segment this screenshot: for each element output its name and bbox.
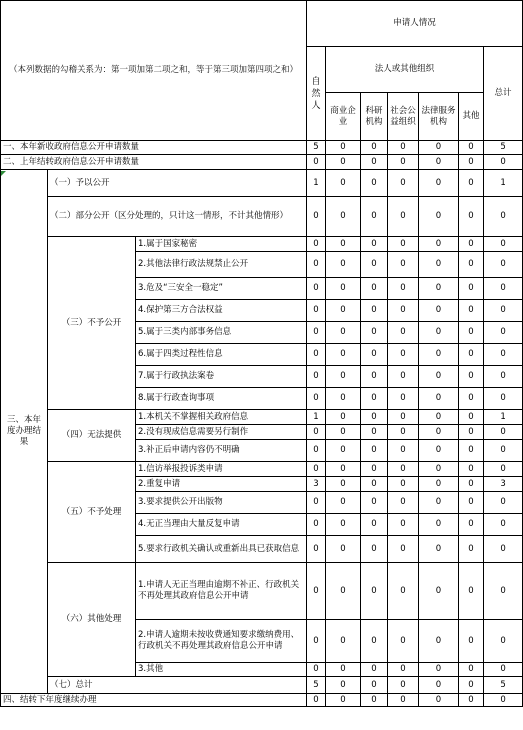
value-cell: 0 — [388, 620, 419, 663]
value-cell: 0 — [419, 344, 459, 366]
header-legal-entity: 法人或其他组织 — [326, 47, 484, 93]
value-cell: 0 — [326, 677, 361, 694]
value-cell: 0 — [388, 300, 419, 322]
value-cell: 0 — [388, 477, 419, 492]
row-label: 1.属于国家秘密 — [136, 237, 307, 252]
value-cell: 0 — [388, 462, 419, 477]
value-cell: 0 — [459, 536, 484, 563]
value-cell: 0 — [307, 620, 326, 663]
value-cell: 0 — [484, 425, 523, 440]
value-cell: 0 — [459, 425, 484, 440]
value-cell: 0 — [484, 155, 523, 170]
value-cell: 0 — [326, 536, 361, 563]
value-cell: 0 — [388, 155, 419, 170]
value-cell: 0 — [326, 694, 361, 707]
value-cell: 0 — [307, 344, 326, 366]
row-label: 8.属于行政查询事项 — [136, 388, 307, 410]
value-cell: 0 — [459, 300, 484, 322]
header-research: 科研机构 — [361, 93, 388, 141]
value-cell: 5 — [484, 141, 523, 155]
value-cell: 0 — [388, 322, 419, 344]
value-cell: 0 — [484, 620, 523, 663]
value-cell: 0 — [459, 197, 484, 237]
value-cell: 0 — [326, 300, 361, 322]
value-cell: 0 — [484, 388, 523, 410]
value-cell: 0 — [459, 388, 484, 410]
group-not-disclosed: （三）不予公开 — [48, 237, 136, 410]
value-cell: 0 — [361, 388, 388, 410]
value-cell: 0 — [326, 155, 361, 170]
value-cell: 0 — [484, 278, 523, 300]
value-cell: 0 — [326, 366, 361, 388]
value-cell: 0 — [419, 252, 459, 278]
row-label: 1.信访举报投诉类申请 — [136, 462, 307, 477]
group-unable: （四）无法提供 — [48, 410, 136, 462]
value-cell: 0 — [459, 170, 484, 197]
value-cell: 0 — [419, 477, 459, 492]
value-cell: 0 — [307, 425, 326, 440]
value-cell: 0 — [459, 514, 484, 536]
value-cell: 0 — [361, 462, 388, 477]
value-cell: 0 — [484, 440, 523, 462]
value-cell: 0 — [361, 237, 388, 252]
value-cell: 0 — [459, 141, 484, 155]
value-cell: 0 — [388, 170, 419, 197]
value-cell: 0 — [419, 563, 459, 620]
group-other-handling: （六）其他处理 — [48, 563, 136, 677]
value-cell: 0 — [361, 440, 388, 462]
table-row — [1, 462, 523, 477]
value-cell: 0 — [484, 197, 523, 237]
row-label: （二）部分公开（区分处理的，只计这一情形，不计其他情形） — [48, 197, 307, 237]
value-cell: 0 — [459, 322, 484, 344]
value-cell: 0 — [484, 300, 523, 322]
value-cell: 0 — [388, 366, 419, 388]
value-cell: 0 — [388, 410, 419, 425]
value-cell: 1 — [484, 170, 523, 197]
value-cell: 0 — [388, 141, 419, 155]
table-row — [1, 677, 523, 694]
table-row — [1, 197, 523, 237]
value-cell: 0 — [484, 344, 523, 366]
value-cell: 0 — [326, 563, 361, 620]
value-cell: 0 — [419, 536, 459, 563]
value-cell: 0 — [361, 694, 388, 707]
row-label: （一）予以公开 — [48, 170, 307, 197]
cell-error-marker — [1, 171, 6, 176]
row-label: 1.本机关不掌握相关政府信息 — [136, 410, 307, 425]
row-label: 4.保护第三方合法权益 — [136, 300, 307, 322]
value-cell: 0 — [419, 425, 459, 440]
value-cell: 3 — [484, 477, 523, 492]
value-cell: 0 — [326, 252, 361, 278]
header-legal-service: 法律服务机构 — [419, 93, 459, 141]
value-cell: 0 — [484, 322, 523, 344]
value-cell: 0 — [361, 663, 388, 677]
value-cell: 0 — [459, 663, 484, 677]
value-cell: 0 — [419, 694, 459, 707]
value-cell: 0 — [361, 514, 388, 536]
value-cell: 0 — [361, 677, 388, 694]
value-cell: 0 — [388, 694, 419, 707]
value-cell: 0 — [326, 425, 361, 440]
value-cell: 0 — [459, 237, 484, 252]
value-cell: 0 — [419, 514, 459, 536]
header-other: 其他 — [459, 93, 484, 141]
value-cell: 0 — [361, 344, 388, 366]
value-cell: 0 — [361, 197, 388, 237]
value-cell: 0 — [459, 477, 484, 492]
header-natural-person: 自然人 — [307, 47, 326, 141]
value-cell: 0 — [459, 366, 484, 388]
value-cell: 0 — [307, 237, 326, 252]
row-label: 7.属于行政执法案卷 — [136, 366, 307, 388]
value-cell: 0 — [388, 252, 419, 278]
row-label: 2.没有现成信息需要另行制作 — [136, 425, 307, 440]
value-cell: 0 — [326, 344, 361, 366]
value-cell: 0 — [419, 155, 459, 170]
value-cell: 0 — [326, 514, 361, 536]
value-cell: 0 — [419, 388, 459, 410]
value-cell: 0 — [326, 492, 361, 514]
row-label: 2.其他法律行政法规禁止公开 — [136, 252, 307, 278]
value-cell: 0 — [459, 278, 484, 300]
value-cell: 0 — [326, 237, 361, 252]
value-cell: 0 — [326, 141, 361, 155]
value-cell: 0 — [388, 425, 419, 440]
value-cell: 0 — [388, 278, 419, 300]
value-cell: 1 — [307, 410, 326, 425]
value-cell: 0 — [484, 694, 523, 707]
value-cell: 0 — [326, 388, 361, 410]
value-cell: 0 — [307, 197, 326, 237]
table-row — [1, 237, 523, 252]
value-cell: 0 — [307, 536, 326, 563]
value-cell: 0 — [326, 440, 361, 462]
value-cell: 0 — [307, 300, 326, 322]
value-cell: 0 — [361, 620, 388, 663]
value-cell: 0 — [388, 344, 419, 366]
value-cell: 0 — [388, 663, 419, 677]
value-cell: 0 — [361, 322, 388, 344]
value-cell: 0 — [419, 170, 459, 197]
row-label: 4.无正当理由大量反复申请 — [136, 514, 307, 536]
value-cell: 0 — [484, 492, 523, 514]
value-cell: 5 — [307, 141, 326, 155]
section3-label: 三、本年度办理结果 — [1, 170, 48, 694]
value-cell: 0 — [484, 536, 523, 563]
value-cell: 5 — [307, 677, 326, 694]
row-label: 2.申请人逾期未按收费通知要求缴纳费用、行政机关不再处理其政府信息公开申请 — [136, 620, 307, 663]
value-cell: 0 — [419, 410, 459, 425]
value-cell: 0 — [388, 536, 419, 563]
header-applicant-situation: 申请人情况 — [307, 1, 523, 47]
value-cell: 0 — [419, 366, 459, 388]
table-row — [1, 155, 523, 170]
value-cell: 0 — [388, 197, 419, 237]
value-cell: 1 — [484, 410, 523, 425]
value-cell: 0 — [388, 492, 419, 514]
value-cell: 0 — [361, 252, 388, 278]
row-label: 3.补正后申请内容仍不明确 — [136, 440, 307, 462]
value-cell: 0 — [459, 252, 484, 278]
value-cell: 0 — [307, 563, 326, 620]
value-cell: 0 — [307, 252, 326, 278]
header-social: 社会公益组织 — [388, 93, 419, 141]
value-cell: 5 — [484, 677, 523, 694]
value-cell: 0 — [307, 155, 326, 170]
row-label: 2.重复申请 — [136, 477, 307, 492]
value-cell: 0 — [361, 170, 388, 197]
value-cell: 0 — [459, 492, 484, 514]
value-cell: 0 — [361, 366, 388, 388]
value-cell: 0 — [326, 477, 361, 492]
value-cell: 0 — [484, 462, 523, 477]
table-row — [1, 563, 523, 620]
row-label: 1.申请人无正当理由逾期不补正、行政机关不再处理其政府信息公开申请 — [136, 563, 307, 620]
value-cell: 3 — [307, 477, 326, 492]
value-cell: 0 — [361, 477, 388, 492]
value-cell: 0 — [459, 155, 484, 170]
row-label: 四、结转下年度继续办理 — [1, 694, 307, 707]
value-cell: 0 — [419, 462, 459, 477]
value-cell: 0 — [419, 440, 459, 462]
value-cell: 0 — [419, 677, 459, 694]
value-cell: 0 — [326, 278, 361, 300]
value-cell: 0 — [459, 677, 484, 694]
value-cell: 0 — [361, 141, 388, 155]
value-cell: 0 — [361, 300, 388, 322]
value-cell: 0 — [419, 300, 459, 322]
value-cell: 0 — [459, 563, 484, 620]
value-cell: 0 — [307, 440, 326, 462]
value-cell: 0 — [326, 197, 361, 237]
value-cell: 0 — [388, 237, 419, 252]
value-cell: 0 — [326, 620, 361, 663]
value-cell: 0 — [388, 388, 419, 410]
row-label: 6.属于四类过程性信息 — [136, 344, 307, 366]
value-cell: 0 — [307, 322, 326, 344]
value-cell: 0 — [484, 366, 523, 388]
row-label: 5.属于三类内部事务信息 — [136, 322, 307, 344]
row-label: 3.其他 — [136, 663, 307, 677]
value-cell: 0 — [307, 663, 326, 677]
row-label: 3.危及“三安全一稳定” — [136, 278, 307, 300]
value-cell: 0 — [361, 278, 388, 300]
table-row — [1, 694, 523, 707]
value-cell: 0 — [361, 563, 388, 620]
row-label: 3.要求提供公开出版物 — [136, 492, 307, 514]
value-cell: 0 — [307, 462, 326, 477]
row-label: 二、上年结转政府信息公开申请数量 — [1, 155, 307, 170]
row-label: 一、本年新收政府信息公开申请数量 — [1, 141, 307, 155]
row-label: 5.要求行政机关确认或重新出具已获取信息 — [136, 536, 307, 563]
value-cell: 0 — [388, 563, 419, 620]
value-cell: 0 — [459, 462, 484, 477]
value-cell: 0 — [361, 155, 388, 170]
value-cell: 0 — [484, 252, 523, 278]
group-not-processed: （五）不予处理 — [48, 462, 136, 563]
value-cell: 0 — [419, 322, 459, 344]
value-cell: 0 — [361, 410, 388, 425]
value-cell: 0 — [326, 663, 361, 677]
value-cell: 0 — [484, 663, 523, 677]
value-cell: 0 — [307, 514, 326, 536]
value-cell: 0 — [326, 410, 361, 425]
value-cell: 1 — [307, 170, 326, 197]
value-cell: 0 — [326, 170, 361, 197]
value-cell: 0 — [326, 462, 361, 477]
header-note: （本列数据的勾稽关系为：第一项加第二项之和，等于第三项加第四项之和） — [1, 1, 307, 141]
value-cell: 0 — [307, 388, 326, 410]
value-cell: 0 — [361, 492, 388, 514]
value-cell: 0 — [388, 514, 419, 536]
value-cell: 0 — [388, 440, 419, 462]
value-cell: 0 — [307, 278, 326, 300]
value-cell: 0 — [459, 620, 484, 663]
value-cell: 0 — [419, 492, 459, 514]
value-cell: 0 — [361, 425, 388, 440]
value-cell: 0 — [361, 536, 388, 563]
header-commercial: 商业企业 — [326, 93, 361, 141]
table-row — [1, 141, 523, 155]
table-row — [1, 410, 523, 425]
value-cell: 0 — [307, 694, 326, 707]
value-cell: 0 — [419, 141, 459, 155]
value-cell: 0 — [419, 278, 459, 300]
value-cell: 0 — [459, 344, 484, 366]
value-cell: 0 — [484, 514, 523, 536]
value-cell: 0 — [307, 492, 326, 514]
value-cell: 0 — [388, 677, 419, 694]
row-label: （七）总计 — [48, 677, 307, 694]
value-cell: 0 — [326, 322, 361, 344]
value-cell: 0 — [419, 237, 459, 252]
value-cell: 0 — [419, 663, 459, 677]
header-total: 总计 — [484, 47, 523, 141]
value-cell: 0 — [419, 620, 459, 663]
value-cell: 0 — [459, 410, 484, 425]
value-cell: 0 — [484, 237, 523, 252]
table-row — [1, 170, 523, 197]
value-cell: 0 — [419, 197, 459, 237]
value-cell: 0 — [459, 440, 484, 462]
value-cell: 0 — [484, 563, 523, 620]
value-cell: 0 — [459, 694, 484, 707]
value-cell: 0 — [307, 366, 326, 388]
